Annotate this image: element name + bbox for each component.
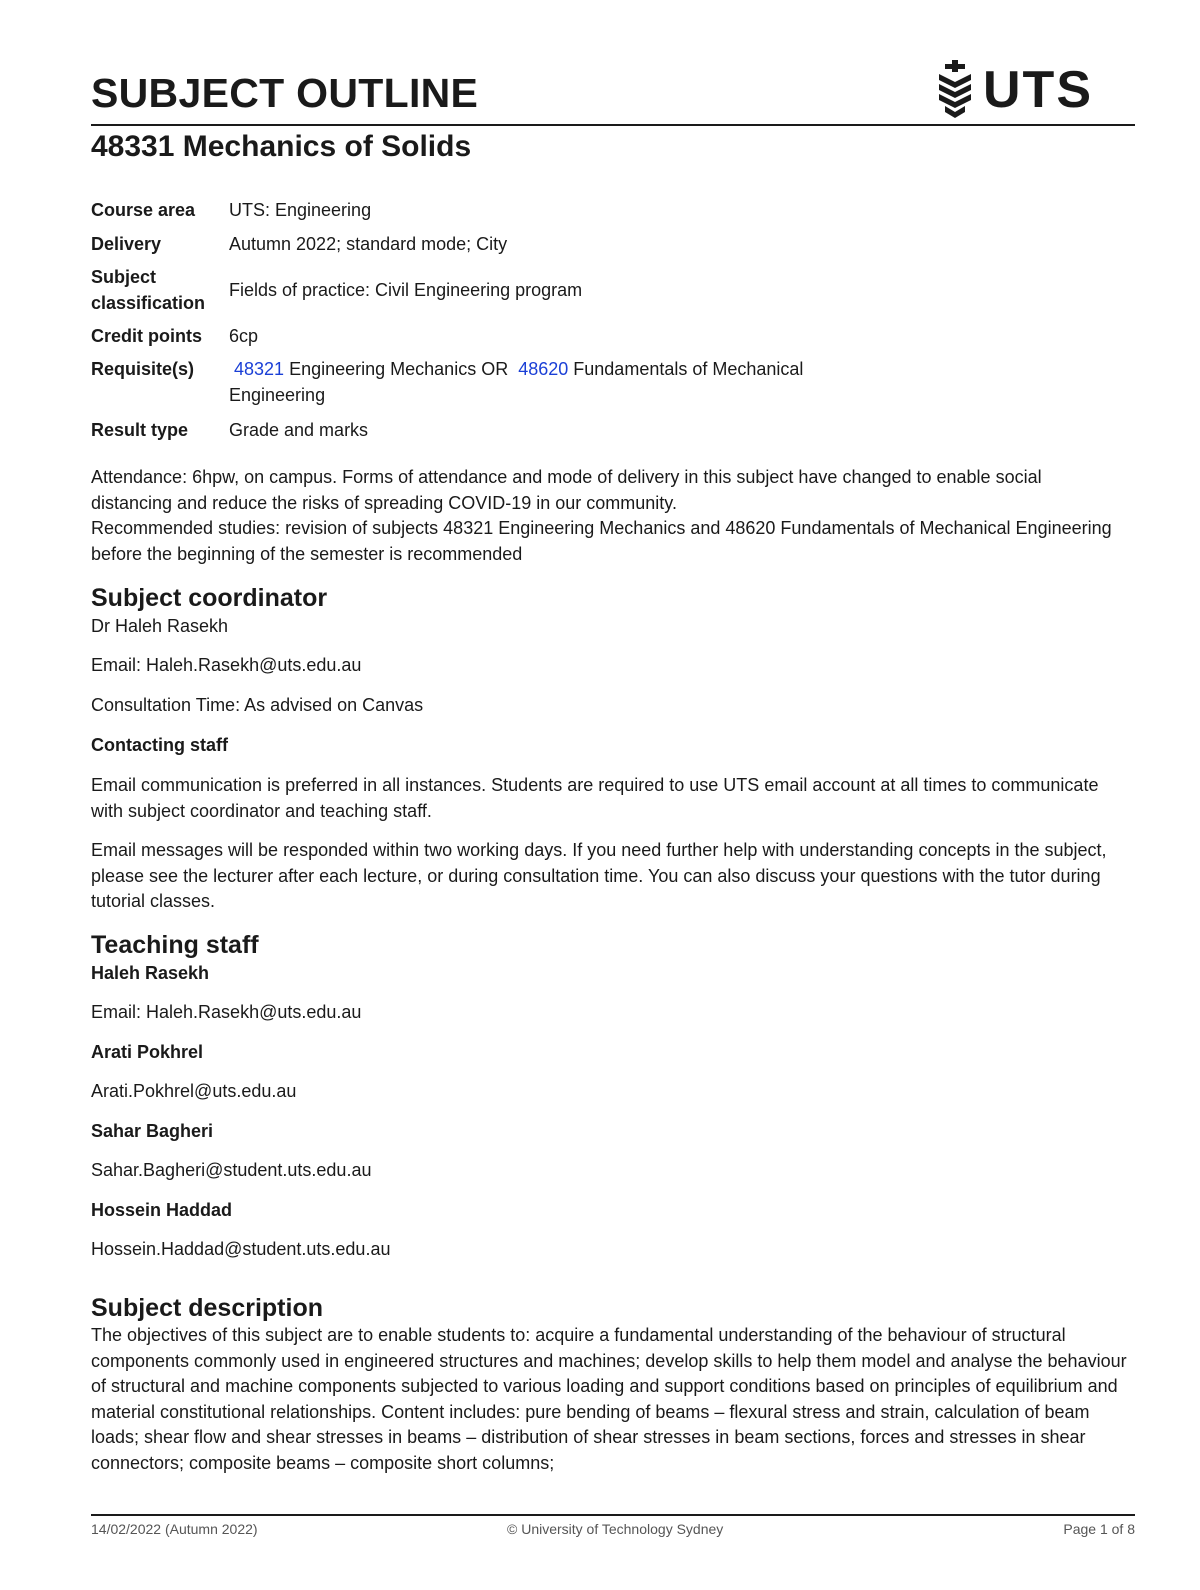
contacting-staff-heading: Contacting staff — [91, 735, 228, 755]
staff-name: Sahar Bagheri — [91, 1121, 214, 1141]
staff-email: Sahar.Bagheri@student.uts.edu.au — [91, 1160, 372, 1180]
delivery-value: Autumn 2022; standard mode; City — [229, 234, 508, 254]
subject-coordinator-heading: Subject coordinator — [91, 584, 328, 612]
delivery-label: Delivery — [91, 234, 162, 254]
uts-crest-icon — [935, 60, 975, 120]
details-row-course-area — [91, 193, 889, 227]
requisite-text-1: Engineering Mechanics OR — [284, 359, 514, 379]
recommended-studies-note: Recommended studies: revision of subjects 48321 Engineering Mechanics and 48620 Fundamentals of Mechanical Engineering before the beginning of the semester is recommended — [91, 518, 1112, 564]
classification-value: Fields of practice: Civil Engineering program — [229, 280, 583, 300]
credit-value: 6cp — [229, 326, 259, 346]
details-row-delivery — [91, 227, 889, 261]
requisite-value — [229, 353, 889, 413]
staff-email: Hossein.Haddad@student.uts.edu.au — [91, 1239, 391, 1259]
classification-label — [91, 261, 229, 319]
requisite-label: Requisite(s) — [91, 359, 195, 379]
footer-copyright: © University of Technology Sydney — [507, 1521, 724, 1537]
course-area-label: Course area — [91, 200, 196, 220]
subject-description-text: The objectives of this subject are to enable students to: acquire a fundamental understanding of the behaviour of structural components commonly used in engineered structures and machines; develop skills to help them model and analyse the behaviour of structural and machine components subjected to various loading and support conditions based on principles of equilibrium and material constitutional relationships. Content includes: pure bending of beams – flexural stress and strain, calculation of beam loads; shear flow and shear stresses in beams – distribution of shear stresses in beam sections, forces and stresses in shear connectors; composite beams – composite short columns; — [91, 1325, 1127, 1473]
credit-label: Credit points — [91, 326, 202, 346]
teaching-staff-heading: Teaching staff — [91, 931, 259, 959]
logo-wordmark: UTS — [983, 61, 1093, 119]
coordinator-email: Email: Haleh.Rasekh@uts.edu.au — [91, 655, 362, 675]
footer-date: 14/02/2022 (Autumn 2022) — [91, 1521, 258, 1537]
requisite-link-48321[interactable]: 48321 — [234, 359, 285, 379]
coordinator-name: Dr Haleh Rasekh — [91, 616, 229, 636]
result-type-value: Grade and marks — [229, 420, 369, 440]
requisite-line-1 — [229, 356, 889, 382]
subject-title: 48331 Mechanics of Solids — [91, 130, 472, 163]
contacting-staff-para-1: Email communication is preferred in all instances. Students are required to use UTS email account at all times to communicate with subject coordinator and teaching staff. — [91, 775, 1099, 821]
subject-description-heading: Subject description — [91, 1294, 323, 1322]
details-row-credit — [91, 319, 889, 353]
staff-name: Hossein Haddad — [91, 1200, 233, 1220]
result-type-label: Result type — [91, 420, 189, 440]
header-divider — [91, 124, 1135, 126]
classification-label-line-1: Subject — [91, 267, 157, 287]
details-row-requisites — [91, 353, 889, 413]
requisite-link-48620[interactable]: 48620 — [518, 359, 569, 379]
course-area-value: UTS: Engineering — [229, 200, 372, 220]
staff-email: Arati.Pokhrel@uts.edu.au — [91, 1081, 297, 1101]
details-row-result-type — [91, 413, 889, 447]
uts-logo — [935, 58, 1093, 122]
classification-label-line-2: classification — [91, 293, 206, 313]
staff-name: Haleh Rasekh — [91, 963, 210, 983]
details-row-classification — [91, 261, 889, 319]
footer-divider — [91, 1514, 1135, 1516]
document-page — [91, 0, 1135, 1590]
requisite-line-2: Engineering — [229, 385, 326, 405]
contacting-staff-para-2: Email messages will be responded within two working days. If you need further help with understanding concepts in the subject, please see the lecturer after each lecture, or during consultation time. You can also discuss your questions with the tutor during tutorial classes. — [91, 840, 1107, 911]
subject-details-table — [91, 193, 889, 447]
consultation-time: Consultation Time: As advised on Canvas — [91, 695, 424, 715]
staff-email: Email: Haleh.Rasekh@uts.edu.au — [91, 1002, 362, 1022]
document-title: SUBJECT OUTLINE — [91, 70, 479, 116]
footer-page-number: Page 1 of 8 — [1063, 1521, 1135, 1537]
staff-name: Arati Pokhrel — [91, 1042, 204, 1062]
attendance-note: Attendance: 6hpw, on campus. Forms of attendance and mode of delivery in this subject have changed to enable social distancing and reduce the risks of spreading COVID-19 in our community. — [91, 467, 1042, 513]
requisite-text-2: Fundamentals of Mechanical — [568, 359, 804, 379]
